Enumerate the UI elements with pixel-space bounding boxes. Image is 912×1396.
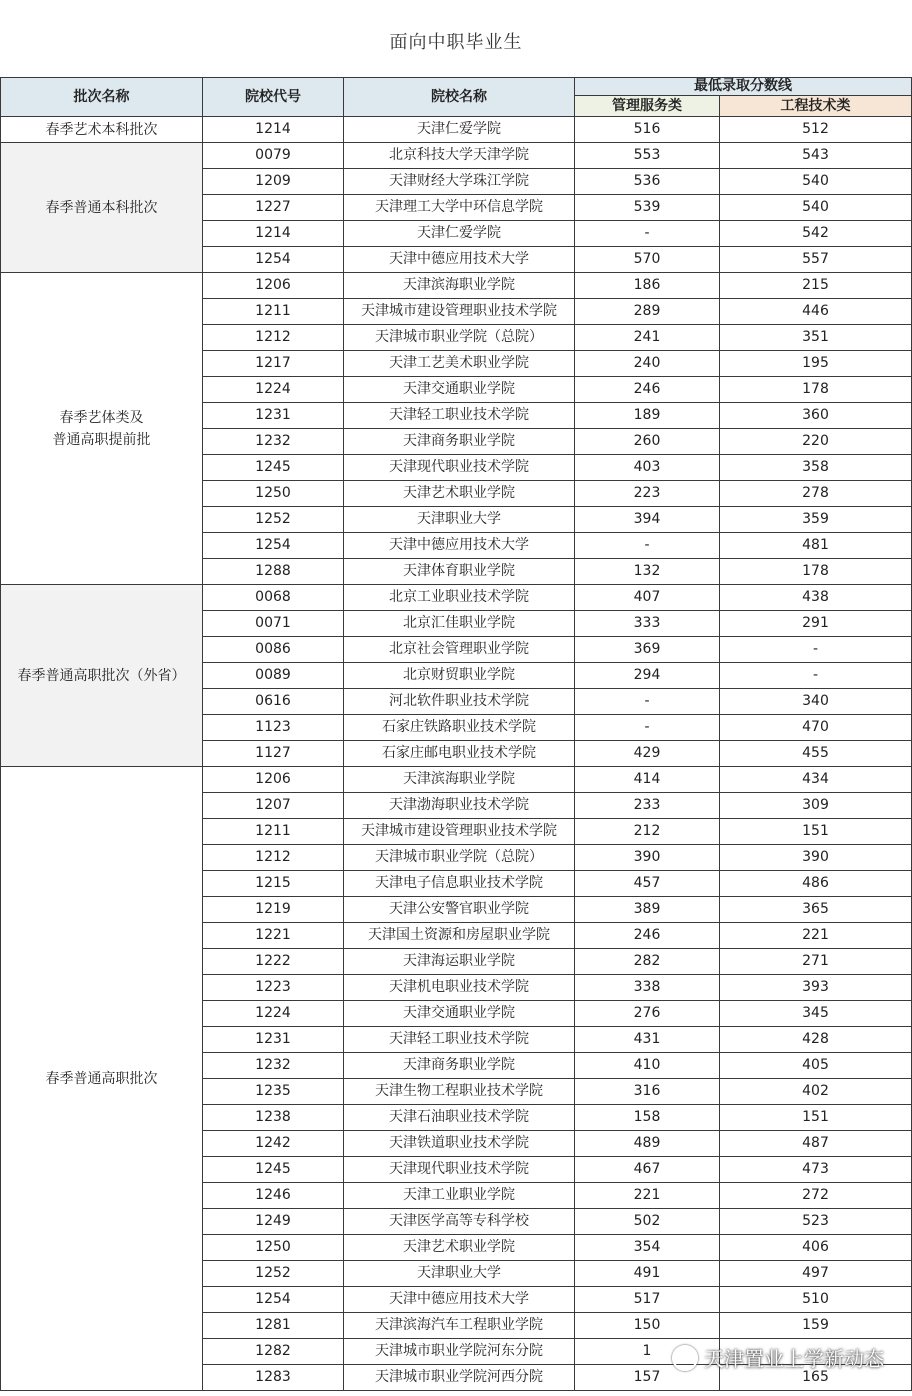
name-cell: 天津财经大学珠江学院 [344,169,575,195]
mgmt-score-cell: 158 [575,1105,720,1131]
code-cell: 1238 [203,1105,344,1131]
eng-score-cell: 481 [720,533,912,559]
header-batch: 批次名称 [1,78,203,117]
eng-score-cell: 345 [720,1001,912,1027]
code-cell: 1217 [203,351,344,377]
eng-score-cell: - [720,637,912,663]
mgmt-score-cell: 354 [575,1235,720,1261]
header-mgmt: 管理服务类 [575,96,720,117]
batch-cell: 春季艺体类及 普通高职提前批 [1,273,203,585]
eng-score-cell: 393 [720,975,912,1001]
name-cell: 天津机电职业技术学院 [344,975,575,1001]
eng-score-cell: 470 [720,715,912,741]
name-cell: 天津理工大学中环信息学院 [344,195,575,221]
eng-score-cell: 540 [720,169,912,195]
table-row [1,143,912,169]
code-cell: 1245 [203,1157,344,1183]
code-cell: 1235 [203,1079,344,1105]
name-cell: 天津滨海职业学院 [344,273,575,299]
mgmt-score-cell: 260 [575,429,720,455]
mgmt-score-cell: 570 [575,247,720,273]
eng-score-cell: 512 [720,117,912,143]
name-cell: 天津渤海职业技术学院 [344,793,575,819]
header-name: 院校名称 [344,78,575,117]
watermark-text: 天津置业上学新动态 [704,1347,884,1371]
name-cell: 北京财贸职业学院 [344,663,575,689]
mgmt-score-cell: 410 [575,1053,720,1079]
mgmt-score-cell: 489 [575,1131,720,1157]
name-cell: 天津国土资源和房屋职业学院 [344,923,575,949]
name-cell: 北京科技大学天津学院 [344,143,575,169]
mgmt-score-cell: 403 [575,455,720,481]
eng-score-cell: 406 [720,1235,912,1261]
mgmt-score-cell: 431 [575,1027,720,1053]
name-cell: 石家庄铁路职业技术学院 [344,715,575,741]
mgmt-score-cell: 282 [575,949,720,975]
mgmt-score-cell: 246 [575,923,720,949]
mgmt-score-cell: 389 [575,897,720,923]
code-cell: 1231 [203,1027,344,1053]
code-cell: 0089 [203,663,344,689]
eng-score-cell: 178 [720,377,912,403]
name-cell: 天津商务职业学院 [344,1053,575,1079]
code-cell: 1215 [203,871,344,897]
mgmt-score-cell: - [575,221,720,247]
eng-score-cell: 455 [720,741,912,767]
eng-score-cell: 358 [720,455,912,481]
name-cell: 天津滨海职业学院 [344,767,575,793]
name-cell: 天津海运职业学院 [344,949,575,975]
code-cell: 1212 [203,325,344,351]
code-cell: 0079 [203,143,344,169]
mgmt-score-cell: 246 [575,377,720,403]
mgmt-score-cell: 157 [575,1365,720,1391]
name-cell: 天津仁爱学院 [344,221,575,247]
name-cell: 天津铁道职业技术学院 [344,1131,575,1157]
eng-score-cell: 402 [720,1079,912,1105]
eng-score-cell: 438 [720,585,912,611]
mgmt-score-cell: 294 [575,663,720,689]
eng-score-cell: 486 [720,871,912,897]
code-cell: 1212 [203,845,344,871]
name-cell: 天津商务职业学院 [344,429,575,455]
table-row [1,273,912,299]
name-cell: 天津轻工职业技术学院 [344,403,575,429]
name-cell: 天津交通职业学院 [344,1001,575,1027]
table-row [1,117,912,143]
code-cell: 1227 [203,195,344,221]
name-cell: 天津滨海汽车工程职业学院 [344,1313,575,1339]
mgmt-score-cell: 539 [575,195,720,221]
watermark [672,1343,884,1372]
mgmt-score-cell: 289 [575,299,720,325]
eng-score-cell: 359 [720,507,912,533]
eng-score-cell: 195 [720,351,912,377]
code-cell: 1214 [203,221,344,247]
mgmt-score-cell: 333 [575,611,720,637]
name-cell: 天津城市职业学院（总院） [344,325,575,351]
name-cell: 天津交通职业学院 [344,377,575,403]
mgmt-score-cell: 553 [575,143,720,169]
code-cell: 1232 [203,1053,344,1079]
name-cell: 天津石油职业技术学院 [344,1105,575,1131]
name-cell: 天津工艺美术职业学院 [344,351,575,377]
mgmt-score-cell: 150 [575,1313,720,1339]
batch-cell: 春季艺术本科批次 [1,117,203,143]
eng-score-cell: 220 [720,429,912,455]
eng-score-cell: 309 [720,793,912,819]
mgmt-score-cell: 241 [575,325,720,351]
code-cell: 1211 [203,299,344,325]
code-cell: 1223 [203,975,344,1001]
mgmt-score-cell: 502 [575,1209,720,1235]
mgmt-score-cell: 338 [575,975,720,1001]
name-cell: 天津体育职业学院 [344,559,575,585]
name-cell: 天津艺术职业学院 [344,481,575,507]
name-cell: 天津电子信息职业技术学院 [344,871,575,897]
code-cell: 1281 [203,1313,344,1339]
header-score-group: 最低录取分数线 [575,78,912,96]
code-cell: 1254 [203,247,344,273]
eng-score-cell: 271 [720,949,912,975]
name-cell: 天津城市职业学院河东分院 [344,1339,575,1365]
eng-score-cell: 351 [720,325,912,351]
code-cell: 1219 [203,897,344,923]
eng-score-cell: 543 [720,143,912,169]
code-cell: 1282 [203,1339,344,1365]
eng-score-cell: 272 [720,1183,912,1209]
mgmt-score-cell: 1 [575,1339,720,1365]
eng-score-cell: 340 [720,689,912,715]
name-cell: 天津艺术职业学院 [344,1235,575,1261]
eng-score-cell: 215 [720,273,912,299]
code-cell: 1232 [203,429,344,455]
name-cell: 天津城市职业学院河西分院 [344,1365,575,1391]
mgmt-score-cell: - [575,715,720,741]
code-cell: 1242 [203,1131,344,1157]
batch-cell: 春季普通本科批次 [1,143,203,273]
eng-score-cell: 540 [720,195,912,221]
eng-score-cell: 405 [720,1053,912,1079]
mgmt-score-cell: 276 [575,1001,720,1027]
eng-score-cell: 221 [720,923,912,949]
eng-score-cell: 151 [720,1105,912,1131]
batch-cell: 春季普通高职批次 [1,767,203,1391]
code-cell: 0068 [203,585,344,611]
mgmt-score-cell: 407 [575,585,720,611]
name-cell: 天津中德应用技术大学 [344,247,575,273]
code-cell: 1250 [203,481,344,507]
admission-score-table [0,77,912,1391]
eng-score-cell: 497 [720,1261,912,1287]
name-cell: 北京社会管理职业学院 [344,637,575,663]
code-cell: 1221 [203,923,344,949]
name-cell: 天津城市建设管理职业技术学院 [344,299,575,325]
mgmt-score-cell: 316 [575,1079,720,1105]
code-cell: 1206 [203,273,344,299]
code-cell: 1222 [203,949,344,975]
code-cell: 1231 [203,403,344,429]
name-cell: 天津现代职业技术学院 [344,1157,575,1183]
eng-score-cell: 473 [720,1157,912,1183]
eng-score-cell: - [720,663,912,689]
eng-score-cell: 159 [720,1313,912,1339]
batch-cell: 春季普通高职批次（外省） [1,585,203,767]
eng-score-cell: 278 [720,481,912,507]
mgmt-score-cell: 467 [575,1157,720,1183]
code-cell: 1207 [203,793,344,819]
eng-score-cell: 434 [720,767,912,793]
mgmt-score-cell: 457 [575,871,720,897]
code-cell: 1127 [203,741,344,767]
code-cell: 1288 [203,559,344,585]
name-cell: 天津中德应用技术大学 [344,1287,575,1313]
code-cell: 0616 [203,689,344,715]
name-cell: 石家庄邮电职业技术学院 [344,741,575,767]
code-cell: 1209 [203,169,344,195]
mgmt-score-cell: 536 [575,169,720,195]
mgmt-score-cell: - [575,689,720,715]
header-code: 院校代号 [203,78,344,117]
code-cell: 1283 [203,1365,344,1391]
eng-score-cell: 360 [720,403,912,429]
code-cell: 1245 [203,455,344,481]
code-cell: 0086 [203,637,344,663]
code-cell: 1252 [203,507,344,533]
code-cell: 1246 [203,1183,344,1209]
name-cell: 天津城市建设管理职业技术学院 [344,819,575,845]
eng-score-cell: 487 [720,1131,912,1157]
table-row [1,585,912,611]
code-cell: 0071 [203,611,344,637]
name-cell: 天津医学高等专科学校 [344,1209,575,1235]
code-cell: 1206 [203,767,344,793]
code-cell: 1123 [203,715,344,741]
table-body [1,117,912,1391]
code-cell: 1249 [203,1209,344,1235]
name-cell: 天津生物工程职业技术学院 [344,1079,575,1105]
mgmt-score-cell: 414 [575,767,720,793]
mgmt-score-cell: 429 [575,741,720,767]
mgmt-score-cell: 394 [575,507,720,533]
code-cell: 1211 [203,819,344,845]
eng-score-cell: 291 [720,611,912,637]
header-eng: 工程技术类 [720,96,912,117]
name-cell: 天津职业大学 [344,507,575,533]
eng-score-cell: 557 [720,247,912,273]
eng-score-cell: 446 [720,299,912,325]
code-cell: 1224 [203,377,344,403]
name-cell: 天津城市职业学院（总院） [344,845,575,871]
name-cell: 天津现代职业技术学院 [344,455,575,481]
eng-score-cell: 178 [720,559,912,585]
eng-score-cell: 510 [720,1287,912,1313]
page-title: 面向中职毕业生 [389,32,523,53]
mgmt-score-cell: 223 [575,481,720,507]
eng-score-cell: 390 [720,845,912,871]
mgmt-score-cell: 212 [575,819,720,845]
name-cell: 北京汇佳职业学院 [344,611,575,637]
mgmt-score-cell: 132 [575,559,720,585]
eng-score-cell: 365 [720,897,912,923]
table-row [1,767,912,793]
mgmt-score-cell: - [575,533,720,559]
mgmt-score-cell: 240 [575,351,720,377]
eng-score-cell: 542 [720,221,912,247]
eng-score-cell: 523 [720,1209,912,1235]
name-cell: 天津工业职业学院 [344,1183,575,1209]
name-cell: 天津公安警官职业学院 [344,897,575,923]
mgmt-score-cell: 517 [575,1287,720,1313]
name-cell: 天津中德应用技术大学 [344,533,575,559]
name-cell: 天津仁爱学院 [344,117,575,143]
mgmt-score-cell: 186 [575,273,720,299]
code-cell: 1250 [203,1235,344,1261]
mgmt-score-cell: 233 [575,793,720,819]
eng-score-cell: 165 [720,1365,912,1391]
code-cell: 1254 [203,1287,344,1313]
mgmt-score-cell: 516 [575,117,720,143]
mgmt-score-cell: 369 [575,637,720,663]
mgmt-score-cell: 390 [575,845,720,871]
code-cell: 1224 [203,1001,344,1027]
code-cell: 1254 [203,533,344,559]
eng-score-cell: 428 [720,1027,912,1053]
mgmt-score-cell: 491 [575,1261,720,1287]
code-cell: 1214 [203,117,344,143]
code-cell: 1252 [203,1261,344,1287]
name-cell: 河北软件职业技术学院 [344,689,575,715]
eng-score-cell: 151 [720,819,912,845]
mgmt-score-cell: 221 [575,1183,720,1209]
mgmt-score-cell: 189 [575,403,720,429]
wechat-icon [672,1345,698,1371]
name-cell: 北京工业职业技术学院 [344,585,575,611]
name-cell: 天津轻工职业技术学院 [344,1027,575,1053]
name-cell: 天津职业大学 [344,1261,575,1287]
